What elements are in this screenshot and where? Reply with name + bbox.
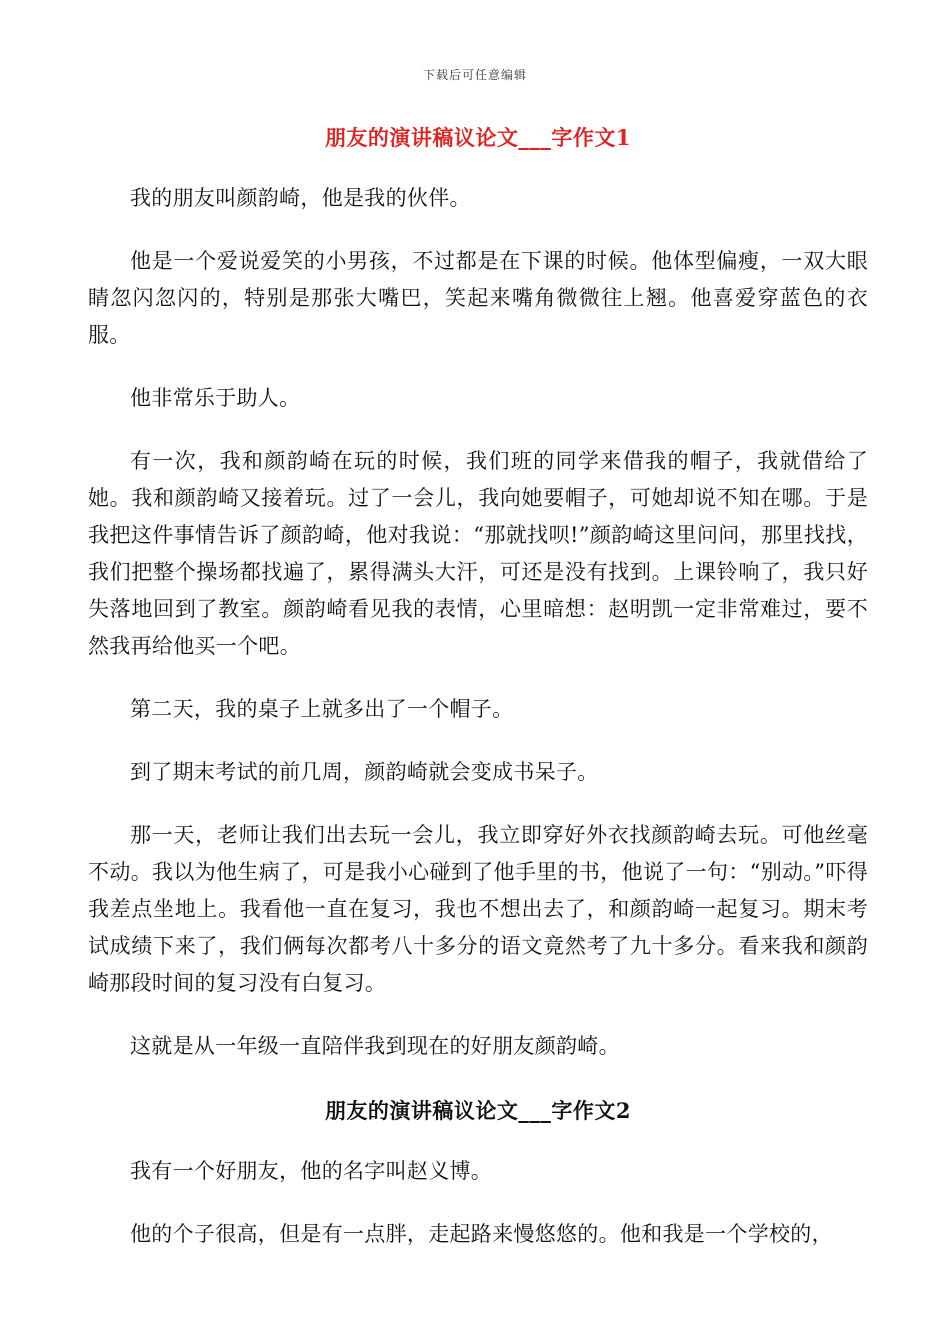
paragraph: 有一次，我和颜韵崎在玩的时候，我们班的同学来借我的帽子，我就借给了她。我和颜韵崎又接着玩。过了一会儿，我向她要帽子，可她却说不知在哪。于是我把这件事情告诉了颜韵崎，他对我说：“那就找呗!”颜韵崎这里问问，那里找找，我们把整个操场都找遍了，累得满头大汗，可还是没有找到。上课铃响了，我只好失落地回到了教室。颜韵崎看见我的表情，心里暗想：赵明凯一定非常难过，要不然我再给他买一个吧。 <box>88 449 868 658</box>
paragraph: 他的个子很高，但是有一点胖，走起路来慢悠悠的。他和我是一个学校的， <box>130 1222 833 1246</box>
paragraph: 他是一个爱说爱笑的小男孩，不过都是在下课的时候。他体型偏瘦，一双大眼睛忽闪忽闪的，特别是那张大嘴巴，笑起来嘴角微微往上翘。他喜爱穿蓝色的衣服。 <box>88 249 868 347</box>
essay-title-1: 朋友的演讲稿议论文___字作文1 <box>324 125 632 150</box>
paragraph: 到了期末考试的前几周，颜韵崎就会变成书呆子。 <box>130 760 599 784</box>
paragraph: 第二天，我的桌子上就多出了一个帽子。 <box>130 697 514 721</box>
document-body <box>88 118 868 1279</box>
paragraph: 这就是从一年级一直陪伴我到现在的好朋友颜韵崎。 <box>130 1034 620 1058</box>
essay-title-2: 朋友的演讲稿议论文___字作文2 <box>324 1098 632 1123</box>
paragraph: 我有一个好朋友，他的名字叫赵义博。 <box>130 1159 493 1183</box>
paragraph: 那一天，老师让我们出去玩一会儿，我立即穿好外衣找颜韵崎去玩。可他丝毫不动。我以为他生病了，可是我小心碰到了他手里的书，他说了一句：“别动。”吓得我差点坐地上。我看他一直在复习，我也不想出去了，和颜韵崎一起复习。期末考试成绩下来了，我们俩每次都考八十多分的语文竟然考了九十多分。看来我和颜韵崎那段时间的复习没有白复习。 <box>88 823 868 995</box>
paragraph: 我的朋友叫颜韵崎，他是我的伙伴。 <box>130 186 471 210</box>
header-note: 下载后可任意编辑 <box>422 68 527 82</box>
paragraph: 他非常乐于助人。 <box>130 386 301 410</box>
